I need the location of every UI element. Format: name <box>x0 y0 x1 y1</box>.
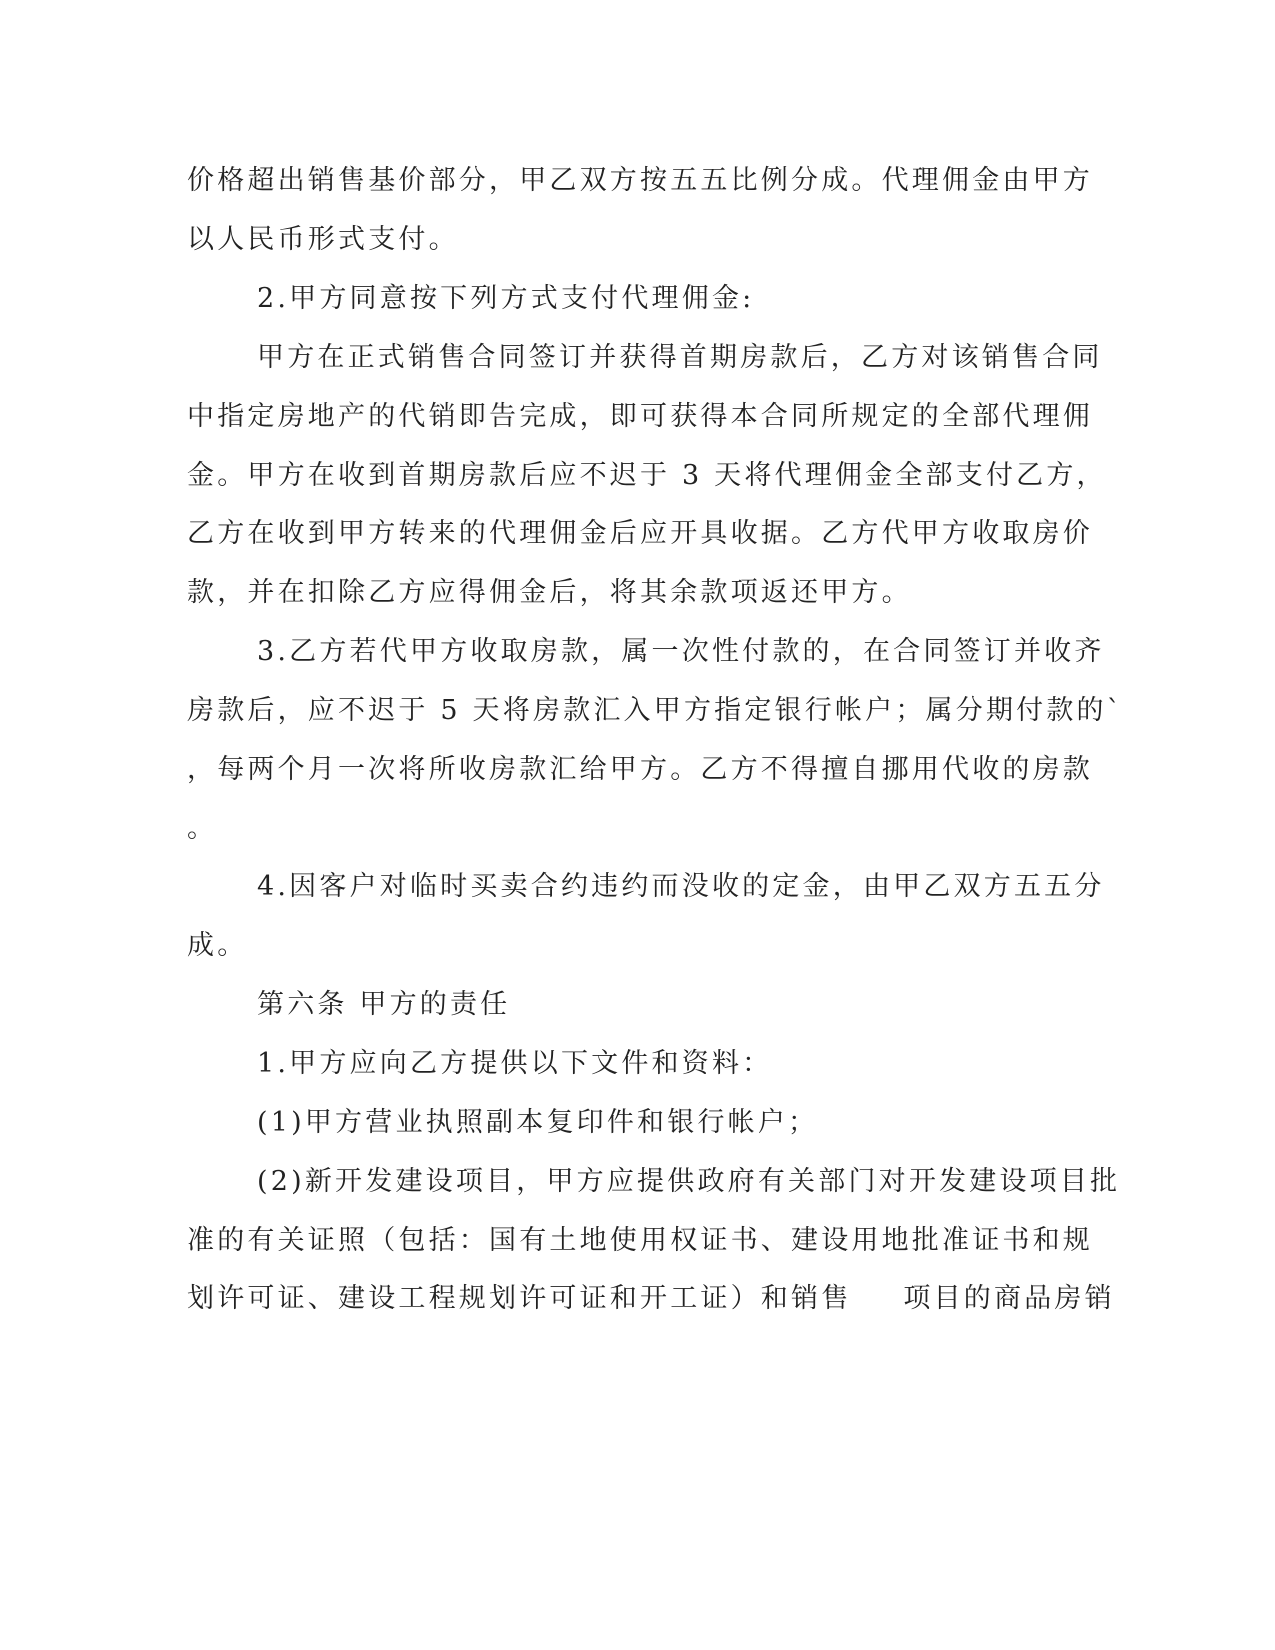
text-line: 3.乙方若代甲方收取房款，属一次性付款的，在合同签订并收齐 <box>257 636 1105 667</box>
text-line: ，每两个月一次将所收房款汇给甲方。乙方不得擅自挪用代收的房款 <box>187 754 1093 785</box>
text-line: 乙方在收到甲方转来的代理佣金后应开具收据。乙方代甲方收取房价 <box>187 518 1093 549</box>
text-line: (1)甲方营业执照副本复印件和银行帐户； <box>257 1107 819 1138</box>
text-line: 1.甲方应向乙方提供以下文件和资料： <box>257 1048 773 1079</box>
section-heading: 第六条 甲方的责任 <box>257 989 511 1020</box>
text-line: 成。 <box>187 930 248 961</box>
text-line <box>187 1281 1115 1317</box>
text-line: 价格超出销售基价部分，甲乙双方按五五比例分成。代理佣金由甲方 <box>187 165 1093 196</box>
text-line: 以人民币形式支付。 <box>187 224 459 255</box>
text-line: 甲方在正式销售合同签订并获得首期房款后，乙方对该销售合同 <box>257 342 1103 373</box>
text-line: 2.甲方同意按下列方式支付代理佣金: <box>257 283 755 314</box>
text-line: 房款后，应不迟于 5 天将房款汇入甲方指定银行帐户；属分期付款的` <box>187 695 1124 726</box>
text-segment: 项目的商品房销 <box>903 1283 1115 1314</box>
text-line: (2)新开发建设项目，甲方应提供政府有关部门对开发建设项目批 <box>257 1166 1121 1197</box>
text-segment: 划许可证、建设工程规划许可证和开工证）和销售 <box>187 1283 852 1314</box>
text-line: 中指定房地产的代销即告完成，即可获得本合同所规定的全部代理佣 <box>187 401 1093 432</box>
text-line: 金。甲方在收到首期房款后应不迟于 3 天将代理佣金全部支付乙方， <box>187 460 1107 491</box>
text-line: 。 <box>187 813 218 844</box>
text-line: 4.因客户对临时买卖合约违约而没收的定金，由甲乙双方五五分 <box>257 871 1105 902</box>
text-line: 款，并在扣除乙方应得佣金后，将其余款项返还甲方。 <box>187 577 912 608</box>
text-line: 准的有关证照（包括：国有土地使用权证书、建设用地批准证书和规 <box>187 1225 1093 1256</box>
